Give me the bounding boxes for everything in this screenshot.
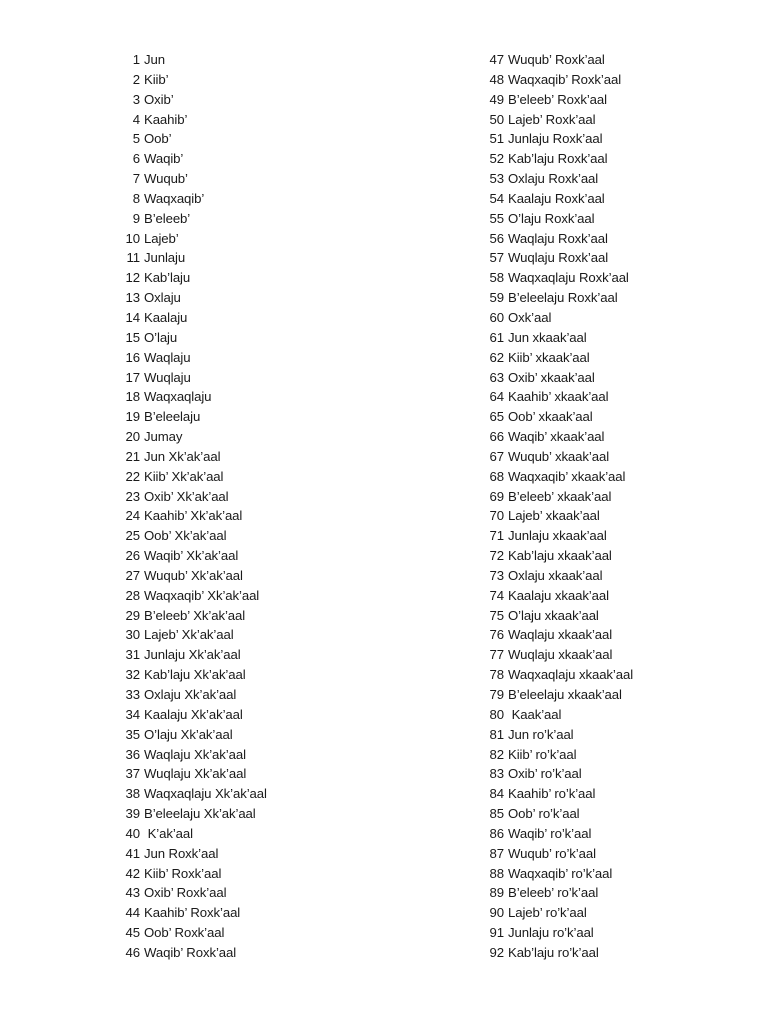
entry-number: 11 [126, 250, 140, 266]
number-entry [486, 725, 633, 745]
entry-number: 68 [489, 468, 504, 484]
number-entry [486, 110, 633, 130]
entry-word: Oxib’ Xk’ak’aal [144, 488, 229, 504]
entry-number: 69 [489, 488, 504, 504]
entry-word: Junlaju xkaak’aal [508, 528, 607, 544]
entry-word: Waqib’ xkaak’aal [508, 429, 605, 445]
entry-number: 1 [132, 52, 140, 67]
entry-word: Wuqub’ [144, 171, 188, 187]
entry-number: 12 [125, 270, 140, 286]
entry-number: 56 [489, 230, 504, 246]
entry-number: 6 [132, 151, 140, 167]
entry-word: Kab’laju Xk’ak’aal [144, 667, 246, 683]
entry-number: 16 [125, 349, 140, 365]
entry-word: Kaalaju xkaak’aal [508, 587, 609, 603]
entry-number: 57 [489, 250, 504, 266]
entry-word: Oxib’ ro’k’aal [508, 766, 582, 782]
entry-word: Waqxaqlaju Xk’ak’aal [144, 786, 267, 802]
entry-number: 44 [125, 905, 140, 921]
number-entry [122, 943, 267, 963]
entry-word: Waqlaju Roxk’aal [508, 230, 608, 246]
number-entry [486, 844, 633, 864]
entry-number: 74 [489, 587, 504, 603]
entry-word: Lajeb’ [144, 230, 179, 246]
entry-number: 55 [489, 210, 504, 226]
entry-word: Wuqlaju xkaak’aal [508, 647, 613, 663]
entry-word: Oxk’aal [508, 309, 552, 325]
number-entry [122, 50, 267, 70]
entry-word: Junlaju Roxk’aal [508, 131, 603, 147]
entry-word: O’laju Roxk’aal [508, 210, 595, 226]
number-entry [486, 566, 633, 586]
entry-number: 76 [489, 627, 504, 643]
number-entry [486, 248, 633, 268]
number-entry [122, 903, 267, 923]
entry-number: 88 [489, 865, 504, 881]
entry-number: 33 [125, 687, 140, 702]
number-entry [486, 209, 633, 229]
number-entry [122, 546, 267, 566]
entry-number: 51 [489, 131, 504, 147]
entry-word: Oxlaju Roxk’aal [508, 171, 599, 187]
entry-word: Kaahib’ xkaak’aal [508, 389, 609, 405]
number-entry [486, 189, 633, 209]
entry-number: 87 [489, 845, 504, 861]
number-entry [486, 824, 633, 844]
entry-number: 84 [489, 786, 504, 802]
entry-word: Oxib’ [144, 91, 174, 107]
entry-number: 2 [132, 71, 140, 87]
entry-number: 8 [132, 190, 140, 206]
entry-word: B’eleeb’ ro’k’aal [508, 885, 599, 901]
entry-word: Lajeb’ ro’k’aal [508, 905, 587, 921]
entry-number: 4 [132, 111, 140, 127]
entry-word: Kab’laju xkaak’aal [508, 548, 612, 564]
entry-number: 92 [489, 944, 504, 960]
entry-word: Kiib’ Xk’ak’aal [144, 468, 224, 484]
entry-number: 79 [489, 687, 504, 702]
entry-number: 75 [489, 607, 504, 623]
number-entry [486, 804, 633, 824]
number-entry [122, 705, 267, 725]
entry-word: Kaalaju Roxk’aal [508, 190, 605, 206]
entry-word: Kaalaju Xk’ak’aal [144, 706, 243, 722]
entry-number: 58 [489, 270, 504, 286]
number-entry [122, 129, 267, 149]
entry-number: 31 [125, 647, 140, 663]
entry-word: Oob’ Xk’ak’aal [144, 528, 227, 544]
entry-word: B’eleeb’ Roxk’aal [508, 91, 607, 107]
number-entry [486, 368, 633, 388]
entry-word: B’eleelaju xkaak’aal [508, 687, 622, 702]
entry-number: 66 [489, 429, 504, 445]
entry-word: Junlaju Xk’ak’aal [144, 647, 241, 663]
entry-number: 37 [125, 766, 140, 782]
entry-number: 36 [125, 746, 140, 762]
number-entry [486, 645, 633, 665]
number-entry [486, 288, 633, 308]
entry-number: 90 [489, 905, 504, 921]
entry-word: Kaahib’ Xk’ak’aal [144, 508, 243, 524]
entry-number: 24 [125, 508, 140, 524]
entry-word: Waqib’ Xk’ak’aal [144, 548, 239, 564]
number-entry [486, 447, 633, 467]
entry-number: 39 [125, 806, 140, 822]
entry-number: 63 [489, 369, 504, 385]
number-entry [486, 665, 633, 685]
entry-number: 28 [125, 587, 140, 603]
entry-word: Wuqub’ Xk’ak’aal [144, 567, 243, 583]
number-entry [122, 288, 267, 308]
entry-word: Oxlaju [144, 290, 181, 306]
number-entry [122, 90, 267, 110]
number-entry [486, 764, 633, 784]
number-entry [486, 169, 633, 189]
entry-number: 14 [125, 309, 140, 325]
number-entry [486, 427, 633, 447]
entry-word: Waqxaqib’ xkaak’aal [508, 468, 626, 484]
entry-word: Jun [144, 52, 165, 67]
entry-word: Waqlaju [144, 349, 191, 365]
entry-word: Wuqlaju Xk’ak’aal [144, 766, 247, 782]
entry-word: B’eleeb’ [144, 210, 191, 226]
entry-number: 7 [132, 171, 140, 187]
entry-number: 70 [489, 508, 504, 524]
entry-number: 82 [489, 746, 504, 762]
number-entry [486, 268, 633, 288]
number-entry [122, 407, 267, 427]
entry-number: 41 [125, 845, 140, 861]
number-entry [486, 506, 633, 526]
entry-number: 83 [489, 766, 504, 782]
number-entry [122, 745, 267, 765]
entry-word: O’laju xkaak’aal [508, 607, 599, 623]
number-entry [486, 745, 633, 765]
entry-number: 54 [489, 190, 504, 206]
entry-word: Lajeb’ Roxk’aal [508, 111, 596, 127]
number-entry [122, 467, 267, 487]
entry-number: 67 [489, 448, 504, 464]
entry-word: Waqxaqlaju [144, 389, 212, 405]
entry-word: Wuqlaju Roxk’aal [508, 250, 609, 266]
number-entry [486, 705, 633, 725]
entry-number: 10 [125, 230, 140, 246]
entry-number: 80 [489, 706, 504, 722]
entry-number: 29 [125, 607, 140, 623]
number-entry [122, 487, 267, 507]
entry-number: 61 [489, 329, 504, 345]
entry-word: Waqlaju xkaak’aal [508, 627, 613, 643]
number-entry [122, 784, 267, 804]
entry-word: Waqxaqib’ Xk’ak’aal [144, 587, 260, 603]
number-entry [486, 606, 633, 626]
number-entry [486, 149, 633, 169]
number-entry [486, 467, 633, 487]
left-number-list [122, 50, 267, 963]
entry-word: Kab’laju ro’k’aal [508, 944, 599, 960]
number-entry [122, 566, 267, 586]
number-entry [486, 864, 633, 884]
number-entry [122, 665, 267, 685]
number-entry [486, 348, 633, 368]
number-entry [122, 70, 267, 90]
entry-word: Kaahib’ ro’k’aal [508, 786, 596, 802]
number-entry [486, 903, 633, 923]
entry-word: B’eleelaju [144, 409, 201, 425]
entry-number: 35 [125, 726, 140, 742]
number-entry [486, 923, 633, 943]
entry-word: Junlaju ro’k’aal [508, 925, 594, 941]
entry-number: 25 [125, 528, 140, 544]
entry-word: Jumay [144, 429, 183, 445]
number-entry [122, 804, 267, 824]
entry-number: 5 [132, 131, 140, 147]
entry-number: 77 [489, 647, 504, 663]
number-entry [486, 685, 633, 705]
number-entry [486, 90, 633, 110]
entry-word: B’eleelaju Roxk’aal [508, 290, 618, 306]
entry-number: 59 [489, 290, 504, 306]
entry-word: Wuqub’ xkaak’aal [508, 448, 610, 464]
entry-word: Oob’ [144, 131, 172, 147]
entry-number: 50 [489, 111, 504, 127]
entry-number: 21 [125, 448, 140, 464]
number-entry [122, 427, 267, 447]
entry-word: Waqib’ Roxk’aal [144, 944, 237, 960]
entry-number: 19 [125, 409, 140, 425]
entry-word: Jun ro’k’aal [508, 726, 574, 742]
entry-word: Waqib’ ro’k’aal [508, 825, 592, 841]
number-entry [122, 685, 267, 705]
number-entry [486, 625, 633, 645]
number-entry [122, 189, 267, 209]
right-number-list [486, 50, 633, 963]
entry-word: Waqxaqib’ Roxk’aal [508, 71, 622, 87]
entry-word: Lajeb’ xkaak’aal [508, 508, 600, 524]
entry-word: Oob’ Roxk’aal [144, 925, 225, 941]
entry-word: Kaahib’ Roxk’aal [144, 905, 241, 921]
number-entry [122, 586, 267, 606]
entry-number: 34 [125, 706, 140, 722]
entry-word: Kiib’ Roxk’aal [144, 865, 222, 881]
entry-number: 15 [125, 329, 140, 345]
entry-number: 60 [489, 309, 504, 325]
entry-word: Oob’ ro’k’aal [508, 806, 580, 822]
number-entry [122, 844, 267, 864]
entry-number: 23 [125, 488, 140, 504]
entry-number: 45 [125, 925, 140, 941]
entry-number: 52 [489, 151, 504, 167]
number-entry [486, 129, 633, 149]
number-entry [122, 923, 267, 943]
entry-word: Waqlaju Xk’ak’aal [144, 746, 246, 762]
entry-word: Kiib’ xkaak’aal [508, 349, 590, 365]
entry-number: 49 [489, 91, 504, 107]
number-entry [486, 50, 633, 70]
entry-number: 30 [125, 627, 140, 643]
number-entry [122, 824, 267, 844]
entry-number: 46 [125, 944, 140, 960]
number-entry [486, 586, 633, 606]
entry-word: Junlaju [144, 250, 186, 266]
number-entry [122, 248, 267, 268]
number-entry [486, 407, 633, 427]
entry-number: 22 [125, 468, 140, 484]
number-entry [486, 229, 633, 249]
number-entry [122, 387, 267, 407]
entry-word: Oxlaju xkaak’aal [508, 567, 603, 583]
number-entry [486, 70, 633, 90]
number-entry [122, 625, 267, 645]
entry-number: 48 [489, 71, 504, 87]
number-entry [486, 784, 633, 804]
entry-word: Waqxaqib’ [144, 190, 205, 206]
entry-word: Oob’ xkaak’aal [508, 409, 593, 425]
number-entry [486, 387, 633, 407]
number-entry [122, 645, 267, 665]
entry-number: 81 [489, 726, 504, 742]
entry-number: 3 [132, 91, 140, 107]
entry-word: B’eleelaju Xk’ak’aal [144, 806, 256, 822]
entry-number: 20 [125, 429, 140, 445]
entry-number: 38 [125, 786, 140, 802]
entry-number: 13 [125, 290, 140, 306]
number-entry [122, 328, 267, 348]
entry-number: 71 [489, 528, 504, 544]
number-entry [122, 883, 267, 903]
entry-number: 65 [489, 409, 504, 425]
entry-word: Kiib’ [144, 71, 169, 87]
entry-number: 72 [489, 548, 504, 564]
entry-word: Waqxaqlaju xkaak’aal [508, 667, 634, 683]
entry-number: 27 [125, 567, 140, 583]
entry-word: B’eleeb’ Xk’ak’aal [144, 607, 246, 623]
entry-word: O’laju Xk’ak’aal [144, 726, 233, 742]
entry-number: 91 [489, 925, 504, 941]
entry-word: Lajeb’ Xk’ak’aal [144, 627, 234, 643]
entry-number: 26 [125, 548, 140, 564]
entry-word: Waqxaqib’ ro’k’aal [508, 865, 613, 881]
entry-word: Waqib’ [144, 151, 184, 167]
entry-word: O’laju [144, 329, 178, 345]
entry-word: Wuqlaju [144, 369, 191, 385]
number-entry [486, 308, 633, 328]
number-entry [486, 943, 633, 963]
entry-number: 62 [489, 349, 504, 365]
number-entry [486, 487, 633, 507]
entry-number: 32 [125, 667, 140, 683]
entry-word: Oxib’ Roxk’aal [144, 885, 227, 901]
number-entry [486, 328, 633, 348]
number-entry [486, 883, 633, 903]
number-entry [122, 526, 267, 546]
entry-word: Oxlaju Xk’ak’aal [144, 687, 237, 702]
entry-word: Wuqub’ ro’k’aal [508, 845, 596, 861]
entry-word: Jun Roxk’aal [144, 845, 219, 861]
entry-number: 73 [489, 567, 504, 583]
entry-number: 85 [489, 806, 504, 822]
entry-number: 89 [489, 885, 504, 901]
entry-number: 43 [125, 885, 140, 901]
number-entry [122, 764, 267, 784]
number-entry [122, 725, 267, 745]
entry-word: Kab’laju Roxk’aal [508, 151, 608, 167]
entry-word: K’ak’aal [144, 825, 193, 841]
number-entry [122, 169, 267, 189]
number-entry [486, 546, 633, 566]
number-entry [122, 864, 267, 884]
entry-number: 18 [125, 389, 140, 405]
number-entry [122, 209, 267, 229]
entry-number: 17 [125, 369, 140, 385]
number-entry [122, 308, 267, 328]
number-entry [122, 606, 267, 626]
number-entry [486, 526, 633, 546]
entry-number: 42 [125, 865, 140, 881]
entry-word: Kaahib’ [144, 111, 188, 127]
entry-word: Jun xkaak’aal [508, 329, 587, 345]
entry-number: 64 [489, 389, 504, 405]
number-entry [122, 268, 267, 288]
entry-word: Kaalaju [144, 309, 188, 325]
entry-number: 78 [489, 667, 504, 683]
number-entry [122, 447, 267, 467]
number-entry [122, 506, 267, 526]
entry-number: 40 [125, 825, 140, 841]
number-entry [122, 149, 267, 169]
entry-word: Oxib’ xkaak’aal [508, 369, 595, 385]
entry-word: Waqxaqlaju Roxk’aal [508, 270, 629, 286]
entry-word: Kab’laju [144, 270, 191, 286]
entry-word: Wuqub’ Roxk’aal [508, 52, 605, 67]
number-entry [122, 229, 267, 249]
entry-word: Kaak’aal [508, 706, 562, 722]
number-entry [122, 348, 267, 368]
entry-number: 86 [489, 825, 504, 841]
entry-word: B’eleeb’ xkaak’aal [508, 488, 612, 504]
entry-word: Kiib’ ro’k’aal [508, 746, 577, 762]
entry-number: 47 [489, 52, 504, 67]
number-entry [122, 368, 267, 388]
entry-number: 53 [489, 171, 504, 187]
entry-number: 9 [132, 210, 140, 226]
number-entry [122, 110, 267, 130]
entry-word: Jun Xk’ak’aal [144, 448, 221, 464]
